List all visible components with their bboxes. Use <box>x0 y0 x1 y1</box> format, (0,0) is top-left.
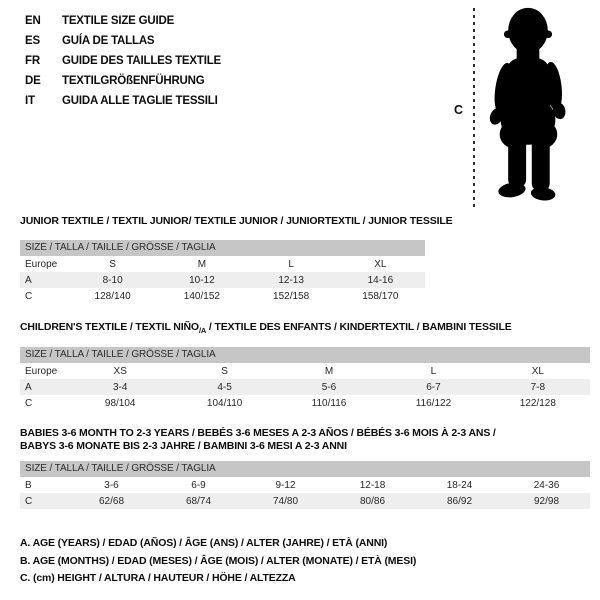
cell-value: 3-4 <box>112 381 128 393</box>
title-subscript: /A <box>198 326 207 336</box>
junior-table-title: JUNIOR TEXTILE / TEXTIL JUNIOR/ TEXTILE JUNIOR / JUNIORTEXTIL / JUNIOR TESSILE <box>20 215 453 227</box>
cell-value: 6-7 <box>426 381 441 393</box>
table-row <box>20 379 590 395</box>
column-header-size: XS <box>113 365 127 377</box>
size-header-bar: SIZE / TALLA / TAILLE / GRÖSSE / TAGLIA <box>20 240 425 256</box>
baby-silhouette-icon <box>478 5 578 208</box>
legend-c-height: C. (cm) HEIGHT / ALTURA / HAUTEUR / HÖHE / ALTEZZA <box>20 572 296 584</box>
table-row <box>20 493 590 509</box>
language-code: ES <box>25 35 40 47</box>
column-header-size: XL <box>374 258 387 270</box>
language-guide-list <box>25 11 221 111</box>
cell-value: 3-6 <box>104 479 119 491</box>
list-item <box>25 51 221 71</box>
cell-value: 4-5 <box>217 381 232 393</box>
babies-table-title-line2: BABYS 3-6 MONATE BIS 2-3 JAHRE / BAMBINI 3-6 MESI A 2-3 ANNI <box>20 440 347 452</box>
legend-b-age-months: B. AGE (MONTHS) / EDAD (MESES) / ÂGE (MOIS) / ALTER (MONATE) / ETÀ (MESI) <box>20 554 417 567</box>
table-row <box>20 395 590 411</box>
row-label: C <box>25 495 33 507</box>
language-code: DE <box>25 75 41 87</box>
language-code: FR <box>25 55 40 67</box>
row-label: A <box>25 274 32 286</box>
size-header-bar: SIZE / TALLA / TAILLE / GRÖSSE / TAGLIA <box>20 347 590 363</box>
guide-title-es: GUÍA DE TALLAS <box>62 35 155 47</box>
cell-value: 86/92 <box>446 495 473 507</box>
measure-legend <box>20 535 416 588</box>
junior-textile-section <box>20 215 453 304</box>
cell-value: 8-10 <box>102 274 123 286</box>
column-header-size: L <box>430 365 437 377</box>
title-text: / TEXTILE DES ENFANTS / KINDERTEXTIL / BAMBINI TESSILE <box>206 321 512 333</box>
childrens-textile-section <box>20 321 590 411</box>
cell-value: 7-8 <box>530 381 546 393</box>
childrens-table-title <box>20 321 590 337</box>
column-header-size: L <box>288 258 294 270</box>
language-code: EN <box>25 15 41 27</box>
title-text: CHILDREN'S TEXTILE / TEXTIL NIÑO <box>20 321 199 333</box>
size-header-bar: SIZE / TALLA / TAILLE / GRÖSSE / TAGLIA <box>20 461 590 477</box>
guide-title-it: GUIDA ALLE TAGLIE TESSILI <box>62 95 218 107</box>
guide-title-fr: GUIDE DES TAILLES TEXTILE <box>62 55 221 67</box>
list-item <box>25 91 221 111</box>
cell-value: 24-36 <box>533 479 560 491</box>
list-item <box>25 11 221 31</box>
column-header-size: S <box>221 365 228 377</box>
column-header-size: XL <box>531 365 544 377</box>
column-header-row <box>20 363 590 379</box>
row-label: B <box>25 479 32 491</box>
column-header-size: M <box>324 365 334 377</box>
height-measure-dashed-line <box>473 8 475 209</box>
column-header-region: Europe <box>25 258 58 270</box>
cell-value: 18-24 <box>446 479 473 491</box>
column-header-region: Europe <box>25 365 58 377</box>
height-measure-label: C <box>454 103 464 117</box>
cell-value: 10-12 <box>189 274 215 286</box>
cell-value: 6-9 <box>191 479 206 491</box>
list-item <box>25 71 221 91</box>
column-header-size: S <box>109 258 116 270</box>
language-code: IT <box>25 95 35 107</box>
cell-value: 104/110 <box>206 397 243 409</box>
cell-value: 12-18 <box>359 479 386 491</box>
guide-title-en: TEXTILE SIZE GUIDE <box>62 15 175 27</box>
guide-title-de: TEXTILGRÖßENFÜHRUNG <box>62 75 205 87</box>
legend-a-age-years: A. AGE (YEARS) / EDAD (AÑOS) / ÂGE (ANS) / ALTER (JAHRE) / ETÀ (ANNI) <box>20 537 388 549</box>
cell-value: 98/104 <box>104 397 136 409</box>
cell-value: 5-6 <box>321 381 337 393</box>
row-label: A <box>25 381 32 393</box>
babies-textile-section <box>20 427 590 509</box>
cell-value: 158/170 <box>362 290 399 302</box>
cell-value: 74/80 <box>272 495 299 507</box>
cell-value: 140/152 <box>183 290 220 302</box>
row-label: C <box>25 290 33 302</box>
cell-value: 12-13 <box>278 274 304 286</box>
cell-value: 92/98 <box>533 495 560 507</box>
cell-value: 122/128 <box>519 397 556 409</box>
row-label: C <box>25 397 33 409</box>
column-header-row <box>20 256 425 272</box>
cell-value: 14-16 <box>367 274 394 286</box>
table-row <box>20 477 590 493</box>
column-header-size: M <box>197 258 207 270</box>
cell-value: 128/140 <box>94 290 131 302</box>
cell-value: 68/74 <box>185 495 212 507</box>
list-item <box>25 31 221 51</box>
table-row <box>20 272 425 288</box>
cell-value: 152/158 <box>273 290 310 302</box>
table-row <box>20 288 425 304</box>
cell-value: 116/122 <box>415 397 452 409</box>
cell-value: 62/68 <box>98 495 125 507</box>
cell-value: 110/116 <box>311 397 347 409</box>
cell-value: 80/86 <box>359 495 386 507</box>
cell-value: 9-12 <box>275 479 296 491</box>
babies-table-title-line1: BABIES 3-6 MONTH TO 2-3 YEARS / BEBÉS 3-6 MESES A 2-3 AÑOS / BÉBÉS 3-6 MOIS À 2-3 ANS / <box>20 427 496 439</box>
